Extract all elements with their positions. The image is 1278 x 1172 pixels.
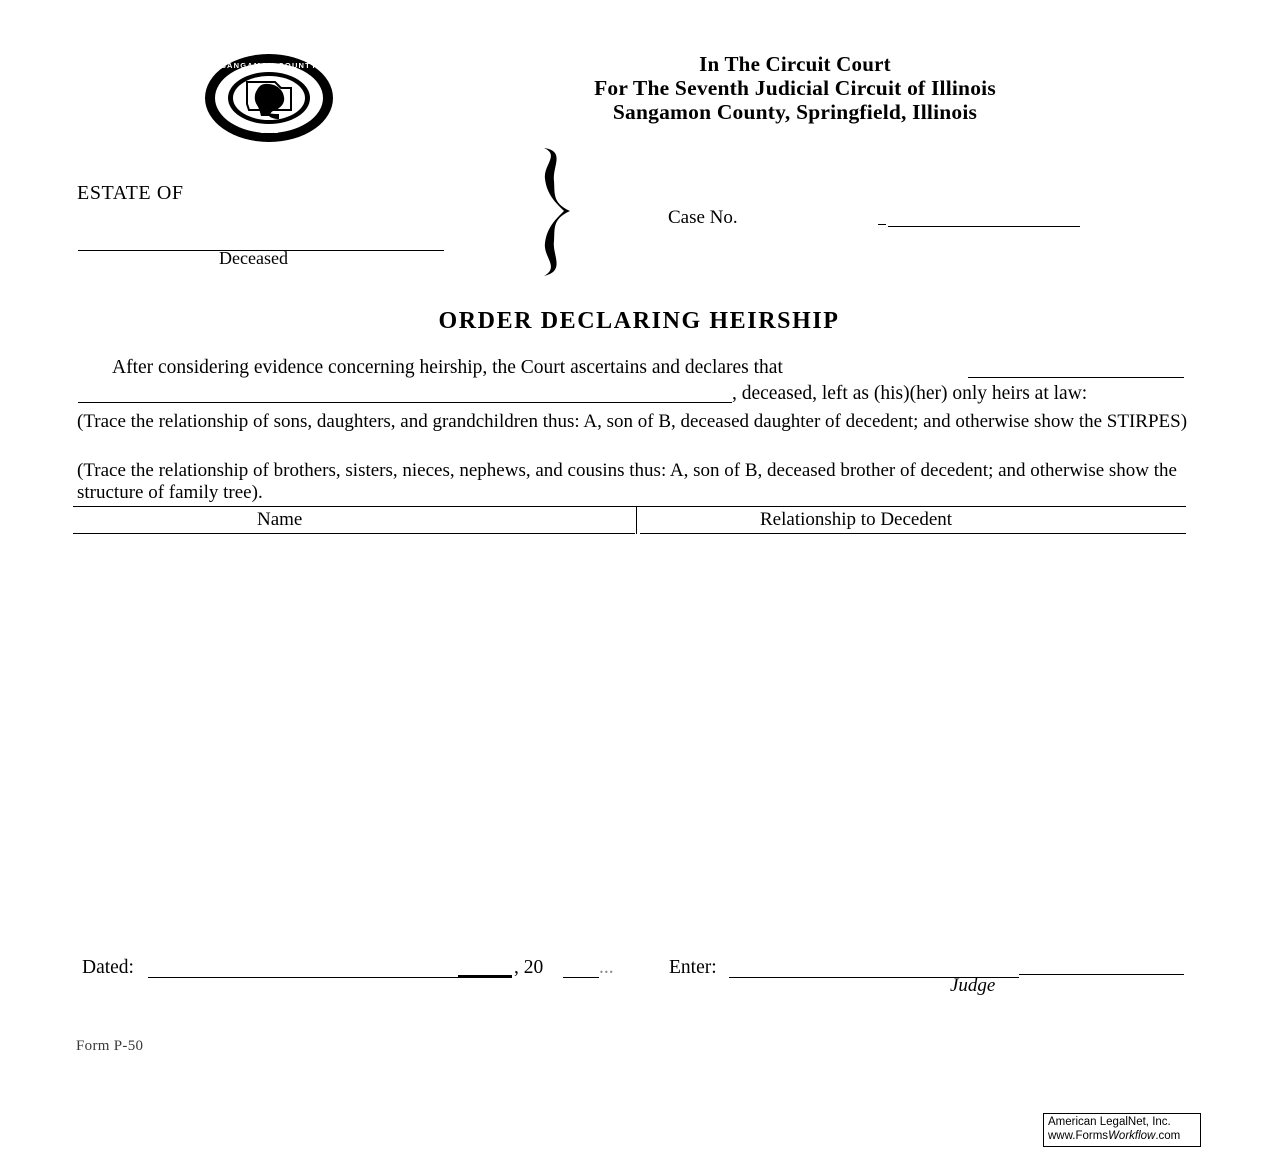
case-no-fill-line[interactable] — [888, 226, 1080, 227]
intro-text-line-1: After considering evidence concerning heirship, the Court ascertains and declares that — [112, 357, 783, 378]
case-no-dash — [878, 224, 886, 225]
year-fill-line[interactable] — [563, 977, 599, 978]
trace-note-sons-daughters: (Trace the relationship of sons, daughters, and grandchildren thus: A, son of B, deceased daughter of decedent; and otherwise show the STIRPES) — [77, 411, 1188, 432]
table-rule-top — [73, 506, 1186, 507]
column-header-relationship: Relationship to Decedent — [760, 509, 953, 530]
svg-text:· 1821 ·: · 1821 · — [255, 126, 283, 135]
trace-note-siblings-cousins: (Trace the relationship of brothers, sisters, nieces, nephews, and cousins thus: A, son of B, deceased brother of decedent; and otherwise show the structure of family tree). — [77, 460, 1177, 503]
curly-brace-icon — [526, 145, 596, 281]
dated-fill-line[interactable] — [148, 977, 458, 978]
stamp-website — [1048, 1130, 1196, 1144]
court-header — [450, 52, 1140, 124]
table-rule-bottom-left — [73, 533, 635, 534]
decedent-name-fill-line-2[interactable] — [78, 402, 732, 403]
court-header-line-2: For The Seventh Judicial Circuit of Illinois — [594, 76, 996, 100]
column-header-name: Name — [257, 509, 303, 530]
stamp-website-prefix: www.Forms — [1048, 1129, 1109, 1142]
dated-fill-line-bold-segment[interactable] — [458, 975, 512, 978]
intro-text-line-2: , deceased, left as (his)(her) only heirs at law: — [732, 383, 1088, 404]
heirs-entry-area[interactable] — [73, 535, 1186, 925]
court-header-line-1: In The Circuit Court — [699, 52, 891, 76]
stamp-website-italic: Workflow — [1108, 1129, 1156, 1142]
svg-text:SANGAMON COUNTY: SANGAMON COUNTY — [220, 61, 318, 70]
american-legalnet-stamp — [1043, 1113, 1201, 1147]
court-header-line-3: Sangamon County, Springfield, Illinois — [612, 100, 978, 124]
page-title: ORDER DECLARING HEIRSHIP — [438, 308, 840, 334]
case-no-label: Case No. — [668, 207, 738, 228]
table-rule-bottom-right — [640, 533, 1186, 534]
year-prefix-label: , 20 — [514, 957, 544, 978]
estate-of-label: ESTATE OF — [77, 182, 184, 204]
table-column-divider — [636, 506, 637, 534]
judge-label: Judge — [950, 975, 996, 996]
decedent-name-fill-line-1[interactable] — [968, 377, 1184, 378]
judge-signature-line-extension[interactable] — [1019, 974, 1184, 975]
deceased-label: Deceased — [219, 248, 288, 268]
form-number: Form P-50 — [76, 1038, 144, 1054]
stamp-company: American LegalNet, Inc. — [1048, 1116, 1171, 1128]
stamp-website-suffix: .com — [1155, 1129, 1181, 1142]
dated-label: Dated: — [82, 957, 134, 978]
sangamon-county-seal-icon — [203, 52, 335, 144]
year-suffix-label: ... — [599, 957, 614, 978]
enter-label: Enter: — [669, 957, 717, 978]
